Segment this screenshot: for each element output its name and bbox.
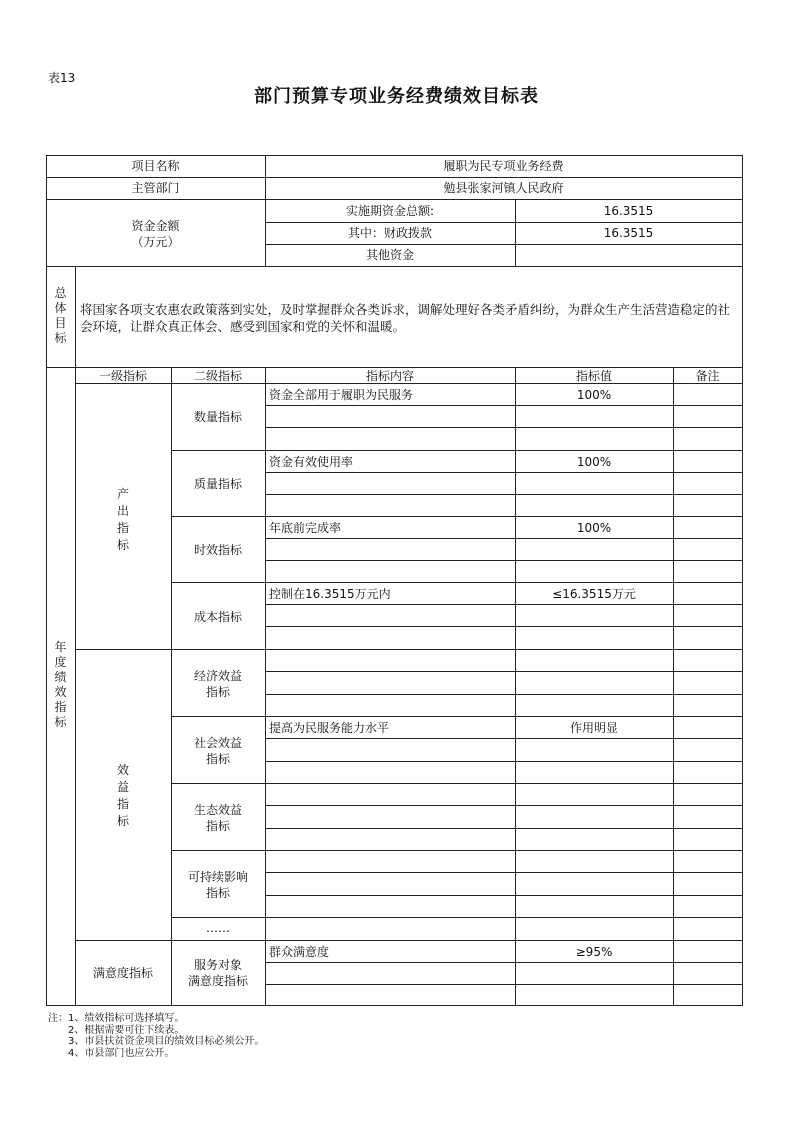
value-quantity: 100% [576, 388, 612, 402]
level1-satisfaction: 满意度指标 [92, 966, 153, 980]
level2-cost: 成本指标 [193, 610, 242, 624]
level1-benefit: 效 益 指 标 [116, 763, 129, 828]
value-quality: 100% [576, 455, 612, 469]
content-social: 提高为民服务能力水平 [269, 721, 390, 735]
department-value: 勉县张家河镇人民政府 [443, 181, 564, 195]
level2-quantity: 数量指标 [193, 410, 242, 424]
content-quality: 资金有效使用率 [269, 455, 354, 469]
level2-more: …… [206, 921, 230, 935]
value-social: 作用明显 [569, 721, 618, 735]
header-value: 指标值 [575, 369, 612, 383]
level2-economic: 经济效益 指标 [193, 669, 242, 699]
annual-performance-label: 年 度 绩 效 指 标 [54, 640, 67, 729]
value-timeliness: 100% [576, 521, 612, 535]
fund-amount-label: 资金金额 [131, 219, 180, 233]
level2-timeliness: 时效指标 [193, 543, 242, 557]
footnotes: 注：1、绩效指标可选择填写。 2、根据需要可往下续表。 3、市县扶贫资金项目的绩效目标必须公开。 4、市县部门也应公开。 [48, 1013, 265, 1059]
page-title: 部门预算专项业务经费绩效目标表 [254, 86, 539, 107]
value-service: ≥95% [575, 945, 613, 959]
project-name-label: 项目名称 [131, 159, 180, 173]
fund-unit-label: （万元） [131, 235, 180, 249]
overall-goal-label: 总 体 目 标 [54, 286, 67, 345]
level2-ecological: 生态效益 指标 [193, 803, 242, 833]
department-label: 主管部门 [131, 181, 180, 195]
content-service: 群众满意度 [269, 945, 330, 959]
level1-output: 产 出 指 标 [116, 487, 129, 552]
header-content: 指标内容 [365, 369, 414, 383]
content-cost: 控制在16.3515万元内 [269, 587, 391, 601]
content-quantity: 资金全部用于履职为民服务 [269, 388, 414, 402]
overall-goal-text: 将国家各项支农惠农政策落到实处，及时掌握群众各类诉求，调解处理好各类矛盾纠纷，为群众生产生活营造稳定的社会环境，让群众真正体会、感受到国家和党的关怀和温暖。 [80, 302, 731, 334]
level2-service: 服务对象 满意度指标 [187, 958, 248, 988]
other-fund-label: 其他资金 [365, 248, 414, 262]
fiscal-fund-label: 其中：财政拨款 [347, 226, 432, 240]
level2-sustainable: 可持续影响 指标 [187, 870, 248, 900]
value-cost: ≤16.3515万元 [552, 587, 636, 601]
total-fund-value: 16.3515 [603, 204, 654, 218]
level2-quality: 质量指标 [193, 477, 242, 491]
header-level1: 一级指标 [98, 369, 147, 383]
content-timeliness: 年底前完成率 [269, 521, 342, 535]
table-number: 表13 [48, 71, 76, 85]
project-name-value: 履职为民专项业务经费 [443, 159, 564, 173]
header-level2: 二级指标 [193, 369, 242, 383]
level2-social: 社会效益 指标 [193, 736, 242, 766]
fiscal-fund-value: 16.3515 [603, 226, 654, 240]
total-fund-label: 实施期资金总额: [345, 204, 435, 218]
header-note: 备注 [695, 369, 720, 383]
